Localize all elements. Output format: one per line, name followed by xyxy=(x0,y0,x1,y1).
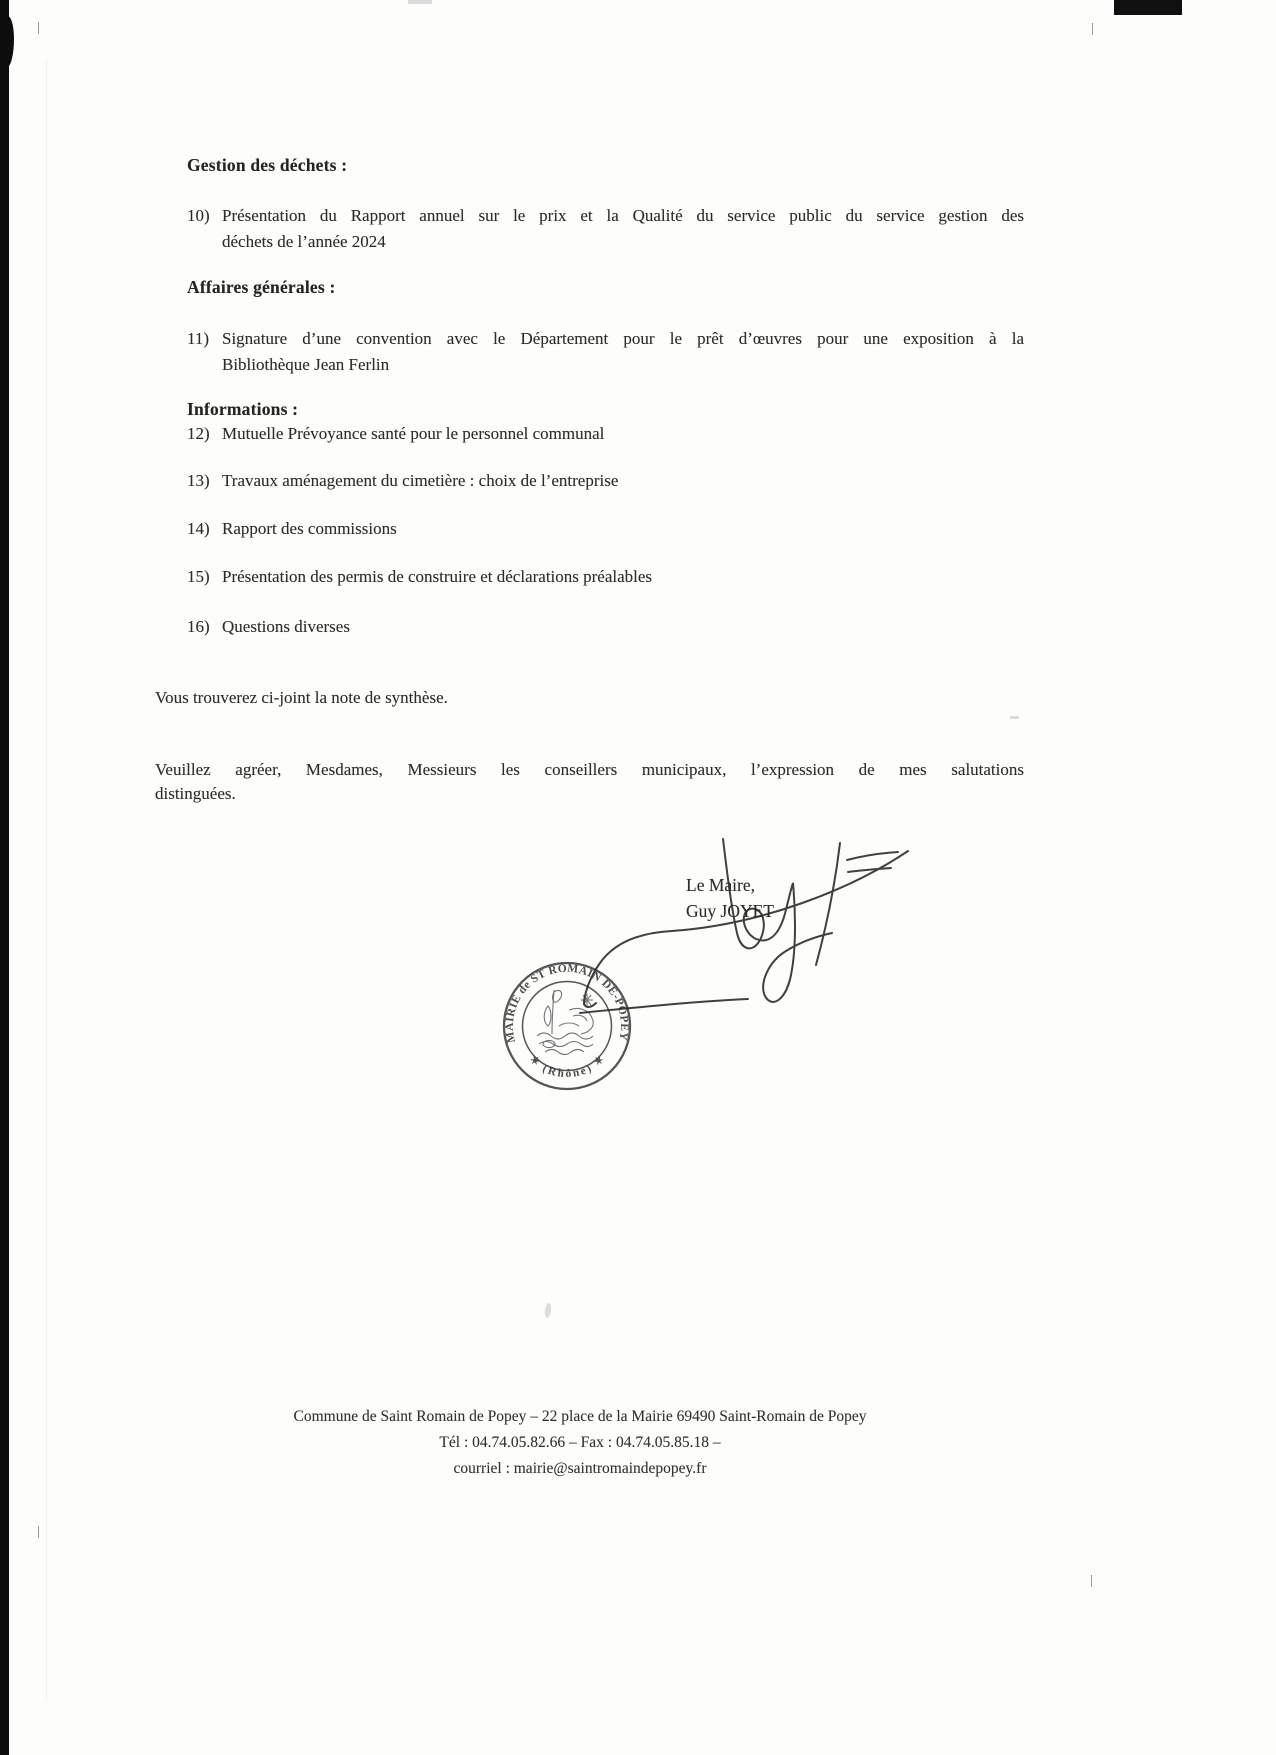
signature-cross-stroke xyxy=(580,999,748,1013)
item-16-text: Questions diverses xyxy=(222,617,350,636)
item-16-number: 16) xyxy=(187,617,210,636)
agenda-item-12 xyxy=(187,424,1024,444)
item-10-text xyxy=(222,203,1024,254)
heading-general-affairs: Affaires générales : xyxy=(187,277,336,297)
registration-tick-top-left xyxy=(38,22,39,34)
scan-smudge-right xyxy=(1010,716,1019,719)
item-10-line-2: déchets de l’année 2024 xyxy=(222,232,386,251)
agenda-item-11 xyxy=(187,326,1024,377)
letter-footer xyxy=(140,1404,1020,1482)
footer-email-line: courriel : mairie@saintromaindepopey.fr xyxy=(453,1460,707,1477)
agenda-item-13 xyxy=(187,471,1024,491)
scan-top-right-block xyxy=(1114,0,1182,15)
item-13-number: 13) xyxy=(187,471,210,490)
item-11-text xyxy=(222,326,1024,377)
item-10-number: 10) xyxy=(187,206,210,225)
scan-left-edge-bulge xyxy=(0,16,14,68)
agenda-item-16 xyxy=(187,617,1024,637)
agenda-item-15 xyxy=(187,567,1024,587)
item-14-text: Rapport des commissions xyxy=(222,519,397,538)
registration-tick-top-right xyxy=(1092,23,1093,35)
item-11-line-2: Bibliothèque Jean Ferlin xyxy=(222,355,390,374)
item-13-text: Travaux aménagement du cimetière : choix de l’entreprise xyxy=(222,471,619,490)
heading-informations: Informations : xyxy=(187,399,299,419)
signature-dash-2 xyxy=(848,868,891,872)
registration-tick-bottom-right xyxy=(1091,1575,1092,1587)
scan-left-edge-strip xyxy=(0,0,9,1755)
closing-paragraph xyxy=(155,756,1024,807)
agenda-item-10 xyxy=(187,203,1024,254)
stamp-bottom-text: ✶ (Rhône) ✶ xyxy=(526,1053,608,1081)
item-10-line-1: Présentation du Rapport annuel sur le prix et la Qualité du service public du service gestion des xyxy=(222,206,1024,225)
signature-scribble xyxy=(540,820,940,1030)
item-15-number: 15) xyxy=(187,567,210,586)
item-11-line-1: Signature d’une convention avec le Département pour le prêt d’œuvres pour une exposition à la xyxy=(222,329,1024,348)
sign-off-role: Le Maire, xyxy=(686,875,755,895)
scan-smudge-middle xyxy=(544,1303,552,1319)
heading-waste-management: Gestion des déchets : xyxy=(187,155,348,175)
scan-fold-line xyxy=(46,60,47,1700)
item-14-number: 14) xyxy=(187,519,210,538)
item-12-number: 12) xyxy=(187,424,210,443)
registration-tick-bottom-left xyxy=(38,1526,39,1538)
item-11-number: 11) xyxy=(187,329,210,348)
footer-address-line: Commune de Saint Romain de Popey – 22 place de la Mairie 69490 Saint-Romain de Popey xyxy=(293,1408,867,1425)
signature-dash-1 xyxy=(847,852,898,860)
attachment-note: Vous trouverez ci-joint la note de synthèse. xyxy=(155,688,448,707)
closing-line-1: Veuillez agréer, Mesdames, Messieurs les conseillers municipaux, l’expression de mes salutations xyxy=(155,760,1024,779)
signature-tall-stroke xyxy=(816,843,840,965)
stamp-ring-text: MAIRIE de ST ROMAIN DE-POPEY xyxy=(503,962,631,1044)
item-12-text: Mutuelle Prévoyance santé pour le personnel communal xyxy=(222,424,605,443)
scan-smudge-top xyxy=(408,0,432,4)
agenda-item-14 xyxy=(187,519,1024,539)
svg-text:✶ (Rhône) ✶ xyxy=(527,1053,608,1080)
footer-phone-line: Tél : 04.74.05.82.66 – Fax : 04.74.05.85.18 – xyxy=(439,1434,721,1451)
closing-line-2: distinguées. xyxy=(155,784,236,803)
item-15-text: Présentation des permis de construire et déclarations préalables xyxy=(222,567,653,586)
sign-off-name: Guy JOYET xyxy=(686,901,774,921)
